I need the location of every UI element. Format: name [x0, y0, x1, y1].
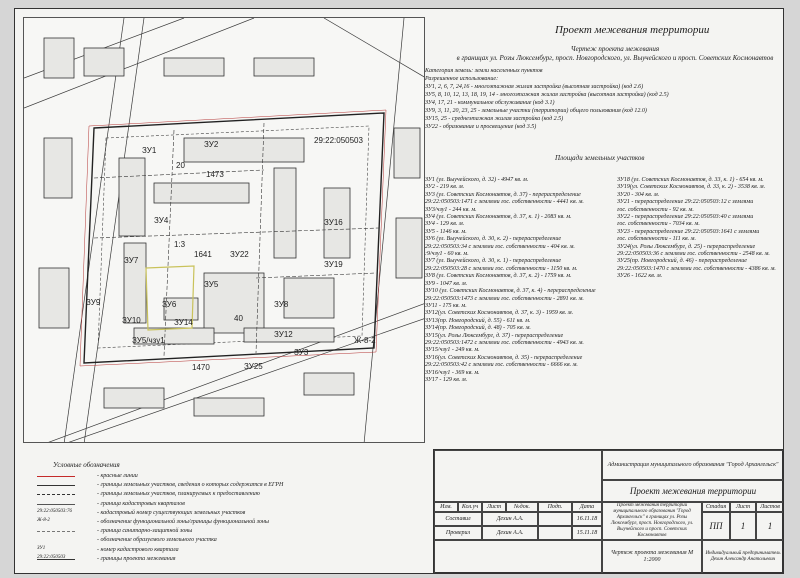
- areas-title: Площади земельных участков: [555, 154, 645, 162]
- area-item: ЗУ10 (ул. Советских Космонавтов, д. 37, к. 4) - перераспределение 29:22:050503:1473 с землями гос. собственности - 2891 кв. м.: [425, 288, 596, 302]
- legend-line-symbol: [37, 504, 75, 505]
- drawing-sheet: [14, 8, 784, 574]
- area-item: ЗУ6 (ул. Выучейского, д. 30, к. 2) - перераспределение 29:22:050503:34 с землями гос. собственности - 404 кв. м.: [425, 236, 575, 250]
- legend: [23, 457, 433, 569]
- map-label: 1:3: [174, 240, 186, 249]
- area-item: ЗУ3 (ул. Советских Космонавтов, д. 37) - перераспределение 29:22:050503:1471 с землями гос. собственности - 4441 кв. м.: [425, 191, 584, 206]
- legend-row: [37, 547, 437, 555]
- area-item: ЗУ13(пр. Новгородский, д. 55) - 611 кв. м.: [425, 317, 531, 324]
- legend-row: [37, 556, 437, 564]
- area-item: ЗУ12(ул. Советских Космонавтов, д. 37, к. 3) - 1959 кв. м.: [425, 310, 574, 317]
- stamp-date: 15.11.18: [572, 526, 602, 540]
- legend-text: - красные линии: [97, 473, 138, 479]
- stamp-sheet-header: Лист: [730, 502, 756, 512]
- legend-row: [37, 528, 437, 536]
- legend-text: - обозначение образуемого земельного участка: [97, 537, 217, 544]
- zone-item: ЗУ15, 25 - среднеэтажная жилая застройка (код 2.5): [425, 116, 564, 122]
- area-item: ЗУ9 - 1047 кв. м.: [425, 280, 468, 287]
- map-label: 29:22:050503: [314, 136, 363, 145]
- area-item: ЗУ18 (ул. Советских Космонавтов, д. 33, к. 1) - 654 кв. м.: [617, 177, 764, 183]
- area-item: ЗУ25(пр. Новгородский, д. 46) - перераспределение 29:22:050503:1470 с землями гос. собственности - 4386 кв. м.: [617, 258, 776, 272]
- area-item: :9/чзу1 - 60 кв. м.: [425, 251, 469, 258]
- map-label: ЗУ9: [86, 298, 101, 307]
- area-item: ЗУ24(ул. Розы Люксембург, д. 25) - перераспределение 29:22:050503:36 с землями гос. собственности - 2548 кв. м.: [617, 243, 770, 258]
- stamp-description: Проект межевания территории муниципального образования "Город Архангельск" в границах ул. Розы Люксембург, просп. Новгородского, ул. Выучейского и просп. Советских Космонавтов: [602, 502, 702, 540]
- area-item: ЗУ19(ул. Советских Космонавтов, д. 33, к. 2) - 3538 кв. м.: [617, 184, 766, 191]
- zone-item: ЗУ4, 17, 21 - коммунальное обслуживание (код 3.1): [425, 100, 555, 106]
- map-label: ЗУ10: [122, 316, 141, 325]
- areas-list-right: [617, 177, 779, 281]
- stamp-signature: [538, 512, 572, 526]
- area-item: ЗУ20 - 304 кв. м.: [617, 191, 660, 198]
- stamp-header: Лист: [482, 502, 506, 512]
- legend-text: - границы земельных участков, сведения о которых содержатся в ЕГРН: [97, 482, 284, 489]
- map-label: ЗУ22: [230, 250, 249, 259]
- map-label: 1473: [206, 170, 224, 179]
- legend-row: [37, 501, 437, 509]
- stamp-header: Подп.: [538, 502, 572, 512]
- legend-text: - номер кадастрового квартала: [97, 546, 179, 553]
- stamp-sheet: 1: [730, 512, 756, 540]
- map-label: ЗУ1: [142, 146, 157, 155]
- map-label: ЗУ3: [294, 348, 309, 357]
- zone-item: ЗУ1, 2, 6, 7, 24,16 - многоэтажная жилая застройка (высотная застройка) (код 2.6): [425, 84, 644, 90]
- drawing-subtitle: [445, 45, 784, 63]
- zones-list: [425, 83, 775, 131]
- zone-item: ЗУ22 - образование и просвещение (код 3.5): [425, 124, 537, 130]
- subtitle-line: Чертеж проекта межевания: [570, 45, 660, 53]
- map-label: ЗУ19: [324, 260, 343, 269]
- cadastral-map[interactable]: [23, 17, 425, 443]
- legend-code: 29:22:050503:76: [37, 508, 72, 514]
- area-item: ЗУ4 (ул. Советских Космонавтов, д. 37, к. 1) - 2083 кв. м.: [425, 214, 572, 221]
- area-item: ЗУ2 - 219 кв. м.: [425, 184, 465, 191]
- stamp-role: Составил: [434, 512, 482, 526]
- stamp-stage: ПП: [702, 512, 730, 540]
- area-item: ЗУ3/чзу1 - 244 кв. м.: [425, 206, 477, 213]
- legend-line-symbol: [37, 531, 75, 532]
- legend-row: [37, 491, 437, 499]
- legend-text: - граница санитарно-защитной зоны: [97, 528, 193, 535]
- area-item: ЗУ17 - 129 кв. м.: [425, 376, 468, 383]
- subtitle-line: в границах ул. Розы Люксембург, просп. Новгородского, ул. Выучейского и просп. Советских Космонавтов: [456, 54, 774, 62]
- stamp-sheets-header: Листов: [756, 502, 784, 512]
- legend-row: [37, 537, 437, 545]
- area-item: ЗУ16/чзу1 - 369 кв. м.: [425, 369, 480, 376]
- area-item: ЗУ15/чзу1 - 249 кв. м.: [425, 347, 480, 354]
- zones-subheading: Разрешенное использование:: [425, 76, 499, 82]
- title-block: [433, 449, 783, 573]
- map-label: ЗУ14: [174, 318, 193, 327]
- stamp-signature: [538, 526, 572, 540]
- map-label: ЗУ8: [274, 300, 289, 309]
- area-item: ЗУ1 (ул. Выучейского, д. 32) - 4947 кв. м.: [425, 177, 529, 183]
- stamp-title: Проект межевания территории: [602, 480, 784, 502]
- zone-item: ЗУ5, 8, 10, 12, 13, 18, 19, 14 - многоэтажная жилая застройка (высотная застройка) (код 2.5): [425, 92, 669, 98]
- legend-row: [37, 473, 437, 481]
- area-item: ЗУ8 (ул. Советских Космонавтов, д. 37, к. 2) - 1759 кв. м.: [425, 273, 572, 280]
- legend-text: - граница кадастровых кварталов: [97, 500, 185, 507]
- area-item: ЗУ14(пр. Новгородский, д. 48) - 705 кв. м.: [425, 325, 531, 332]
- zones-block: [425, 67, 775, 131]
- stamp-date: 16.11.18: [572, 512, 602, 526]
- area-item: ЗУ7 (ул. Выучейского, д. 30, к. 1) - перераспределение 29:22:050503:28 с землями гос. собственности - 1150 кв. м.: [425, 258, 578, 272]
- map-label: 1470: [192, 363, 210, 372]
- map-label: ЗУ7: [124, 256, 139, 265]
- legend-line-symbol: [37, 494, 75, 495]
- stamp-company: Индивидуальный предприниматель Дехин Александр Анатольевич: [702, 540, 784, 574]
- stamp-header: №док.: [506, 502, 538, 512]
- stamp-sheets: 1: [756, 512, 784, 540]
- stamp-stage-header: Стадия: [702, 502, 730, 512]
- area-item: ЗУ21 - перераспределение 29:22:050503:12 с землями гос. собственности - 92 кв. м.: [617, 199, 754, 213]
- project-title: Проект межевания территории: [555, 24, 710, 36]
- map-label: Ж-8-2: [354, 336, 376, 345]
- area-item: ЗУ4 - 129 кв. м.: [425, 221, 465, 228]
- stamp-header: Кол.уч: [458, 502, 482, 512]
- stamp-org: Администрация муниципального образования "Город Архангельск": [602, 450, 784, 480]
- area-item: ЗУ23 - перераспределение 29:22:050503:1641 с землями гос. собственности - 111 кв. м.: [617, 228, 760, 243]
- stamp-header: Изм.: [434, 502, 458, 512]
- map-label: ЗУ6: [162, 300, 177, 309]
- stamp-role: Проверил: [434, 526, 482, 540]
- map-label: ЗУ12: [274, 330, 293, 339]
- area-item: ЗУ11 - 175 кв. м.: [425, 302, 467, 309]
- map-label: ЗУ16: [324, 218, 343, 227]
- map-label: 40: [234, 314, 243, 323]
- map-label: ЗУ4: [154, 216, 169, 225]
- stamp-person: Дехин А.А.: [482, 526, 538, 540]
- map-label: ЗУ2: [204, 140, 219, 149]
- area-item: ЗУ5 - 1146 кв. м.: [425, 228, 467, 235]
- map-drawing: [24, 18, 425, 443]
- legend-code: 29:22:050503: [37, 554, 66, 560]
- legend-text: - обозначение функциональной зоны/границы функциональной зоны: [97, 519, 269, 525]
- legend-row: [37, 519, 437, 527]
- zones-heading: Категория земель: земли населенных пунктов: [425, 68, 543, 74]
- map-label: 1641: [194, 250, 212, 259]
- legend-row: [37, 510, 437, 518]
- area-item: ЗУ22 - перераспределение 29:22:050503:40 с землями гос. собственности - 7034 кв. м.: [617, 214, 754, 228]
- stamp-person: Дехин А.А.: [482, 512, 538, 526]
- areas-list-left: [425, 177, 623, 384]
- stamp-empty: [434, 540, 602, 574]
- legend-text: - границы земельных участков, планируемых к предоставлению: [97, 491, 260, 498]
- map-label: ЗУ5/чзу1: [132, 336, 165, 345]
- legend-title: Условные обозначения: [53, 461, 120, 469]
- stamp-drawing-name: Чертеж проекта межевания М 1:2000: [602, 540, 702, 574]
- area-item: ЗУ15(ул. Розы Люксембург, д. 37) - перераспределение 29:22:050503:1472 с землями гос. собственности - 4943 кв. м.: [425, 332, 584, 346]
- zone-item: ЗУ9, 3, 11, 20, 23, 25 - земельные участки (территории) общего пользования (код 12.0): [425, 108, 647, 114]
- area-item: ЗУ16(ул. Советских Космонавтов, д. 35) - перераспределение 29:22:050503:42 с землями гос. собственности - 6666 кв. м.: [425, 354, 583, 369]
- legend-text: - границы проекта межевания: [97, 555, 176, 562]
- legend-text: - кадастровый номер существующих земельных участков: [97, 509, 246, 516]
- stamp-empty: [434, 450, 602, 502]
- legend-line-symbol: [37, 485, 75, 486]
- legend-code: Ж-8-2: [37, 518, 50, 523]
- map-label: ЗУ25: [244, 362, 263, 371]
- legend-code: ЗУ1: [37, 545, 46, 551]
- legend-line-symbol: [37, 476, 75, 477]
- area-item: ЗУ26 - 1622 кв. м.: [617, 273, 663, 280]
- legend-row: [37, 482, 437, 490]
- map-label: 20: [176, 161, 185, 170]
- map-label: ЗУ5: [204, 280, 219, 289]
- stamp-header: Дата: [572, 502, 602, 512]
